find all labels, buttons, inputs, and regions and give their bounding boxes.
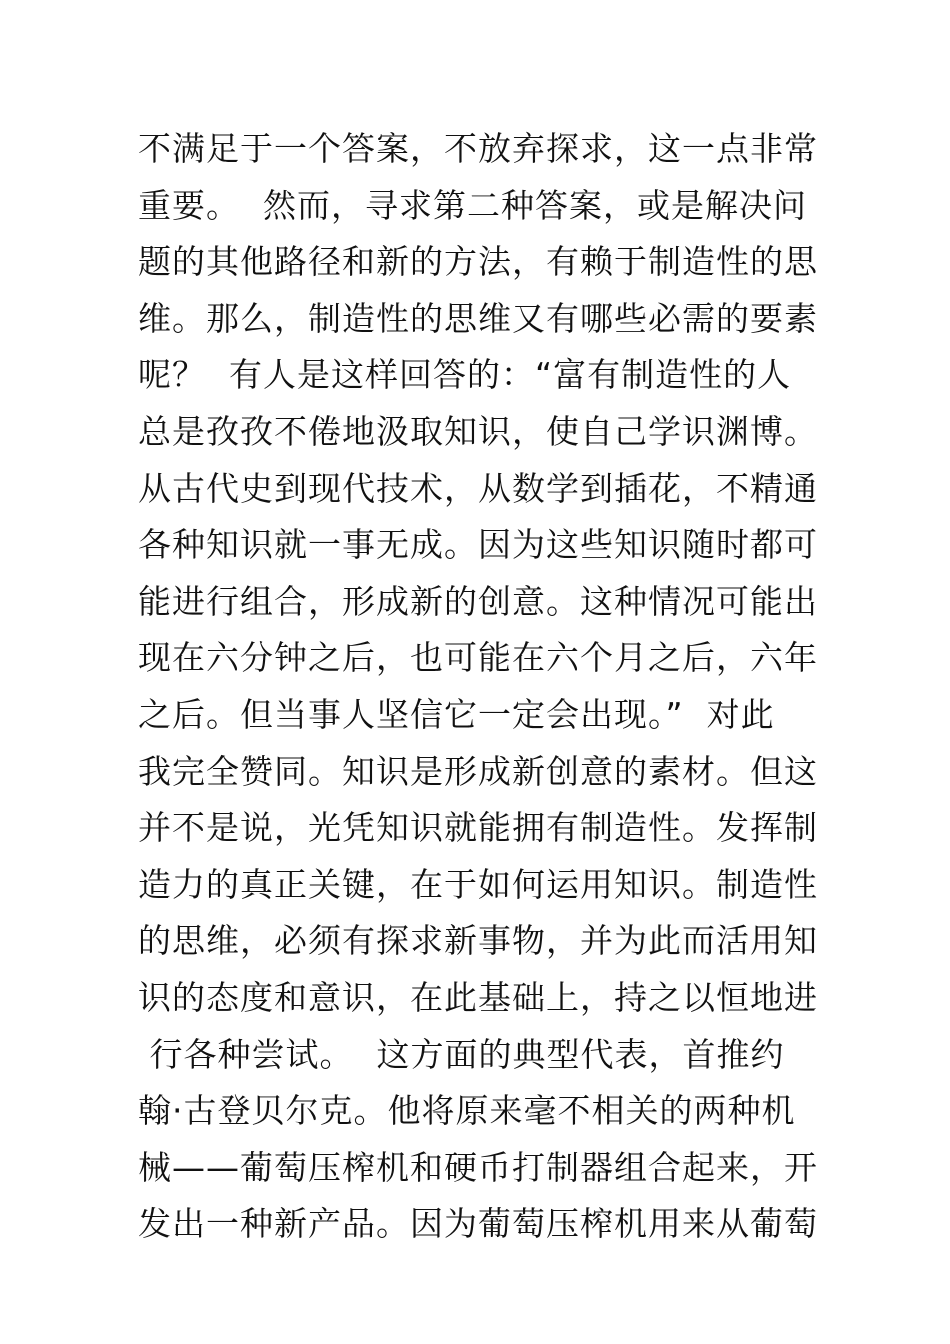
body-text bbox=[138, 121, 828, 1253]
text-line: 能进行组合，形成新的创意。这种情况可能出 bbox=[138, 581, 818, 621]
text-line: 现在六分钟之后，也可能在六个月之后，六年 bbox=[138, 638, 818, 678]
text-line: 从古代史到现代技术，从数学到插花，不精通 bbox=[138, 468, 818, 508]
text-line: 翰·古登贝尔克。他将原来毫不相关的两种机 bbox=[138, 1091, 796, 1131]
text-line: 呢？ 有人是这样回答的：“富有制造性的人 bbox=[138, 355, 792, 395]
text-line: 发出一种新产品。因为葡萄压榨机用来从葡萄 bbox=[138, 1204, 818, 1244]
text-line: 题的其他路径和新的方法，有赖于制造性的思 bbox=[138, 242, 818, 282]
text-line: 重要。 然而，寻求第二种答案，或是解决问 bbox=[138, 185, 807, 225]
text-line: 总是孜孜不倦地汲取知识，使自己学识渊博。 bbox=[138, 411, 818, 451]
text-line: 并不是说，光凭知识就能拥有制造性。发挥制 bbox=[138, 808, 818, 848]
text-line: 造力的真正关键，在于如何运用知识。制造性 bbox=[138, 864, 818, 904]
text-line: 械——葡萄压榨机和硬币打制器组合起来，开 bbox=[138, 1147, 818, 1187]
text-line: 行各种尝试。 这方面的典型代表，首推约 bbox=[138, 1034, 785, 1074]
text-line: 之后。但当事人坚信它一定会出现。” 对此 bbox=[138, 694, 775, 734]
text-line: 识的态度和意识，在此基础上，持之以恒地进 bbox=[138, 977, 818, 1017]
text-line: 各种知识就一事无成。因为这些知识随时都可 bbox=[138, 525, 818, 565]
text-line: 维。那么，制造性的思维又有哪些必需的要素 bbox=[138, 298, 818, 338]
text-line: 我完全赞同。知识是形成新创意的素材。但这 bbox=[138, 751, 818, 791]
text-line: 不满足于一个答案，不放弃探求，这一点非常 bbox=[138, 129, 818, 168]
text-line: 的思维，必须有探求新事物，并为此而活用知 bbox=[138, 921, 818, 961]
